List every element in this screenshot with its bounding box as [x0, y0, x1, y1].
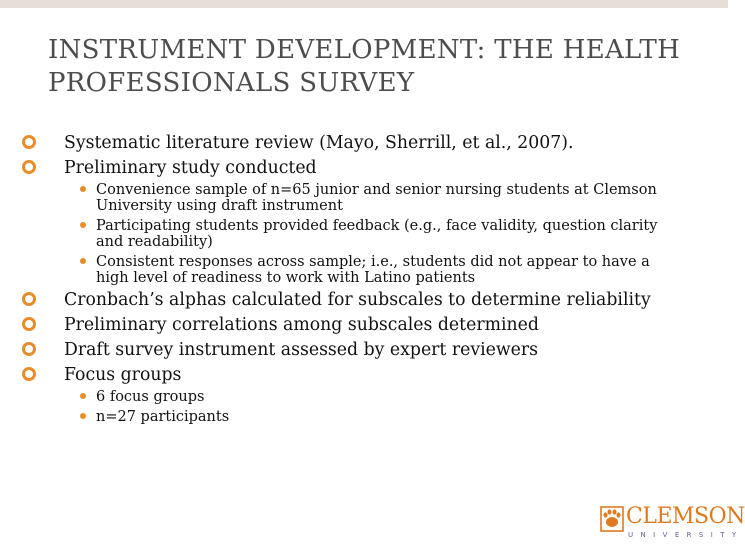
sub-bullet-item	[72, 182, 682, 214]
bullet-item	[22, 340, 682, 361]
bullet-text: Systematic literature review (Mayo, Sherrill, et al., 2007).	[64, 133, 574, 153]
sub-bullet-icon	[80, 258, 86, 264]
slide-content	[22, 133, 682, 429]
bullet-item	[22, 365, 682, 425]
sub-bullet-list	[64, 182, 682, 286]
sub-bullet-text: n=27 participants	[96, 409, 230, 425]
tiger-paw-icon	[600, 506, 624, 532]
bullet-list	[22, 133, 682, 425]
bullet-icon	[22, 135, 36, 149]
bullet-item	[22, 290, 682, 311]
bullet-icon	[22, 317, 36, 331]
bullet-icon	[22, 342, 36, 356]
sub-bullet-item	[72, 389, 682, 405]
sub-bullet-text: Consistent responses across sample; i.e., students did not appear to have a high level of readiness to work with Latino patients	[96, 254, 650, 286]
top-rule	[0, 0, 728, 8]
bullet-item	[22, 315, 682, 336]
bullet-item	[22, 158, 682, 286]
sub-bullet-item	[72, 254, 682, 286]
sub-bullet-item	[72, 409, 682, 425]
bullet-text: Preliminary correlations among subscales determined	[64, 315, 539, 335]
logo-wordmark: CLEMSON	[626, 504, 745, 529]
bullet-text: Focus groups	[64, 365, 182, 385]
bullet-icon	[22, 292, 36, 306]
sub-bullet-icon	[80, 393, 86, 399]
bullet-icon	[22, 160, 36, 174]
sub-bullet-icon	[80, 413, 86, 419]
bullet-text: Cronbach’s alphas calculated for subscales to determine reliability	[64, 290, 651, 310]
clemson-logo	[596, 504, 745, 542]
sub-bullet-list	[64, 389, 682, 425]
sub-bullet-item	[72, 218, 682, 250]
sub-bullet-text: Participating students provided feedback (e.g., face validity, question clarity and readability)	[96, 218, 658, 250]
logo-subtext: UNIVERSITY	[628, 531, 744, 539]
bullet-item	[22, 133, 682, 154]
bullet-text: Draft survey instrument assessed by expert reviewers	[64, 340, 539, 360]
slide-title: INSTRUMENT DEVELOPMENT: THE HEALTH PROFESSIONALS SURVEY	[48, 35, 681, 98]
sub-bullet-icon	[80, 186, 86, 192]
sub-bullet-text: Convenience sample of n=65 junior and senior nursing students at Clemson University using draft instrument	[96, 182, 657, 214]
bullet-text: Preliminary study conducted	[64, 158, 317, 178]
sub-bullet-text: 6 focus groups	[96, 389, 205, 405]
sub-bullet-icon	[80, 222, 86, 228]
bullet-icon	[22, 367, 36, 381]
